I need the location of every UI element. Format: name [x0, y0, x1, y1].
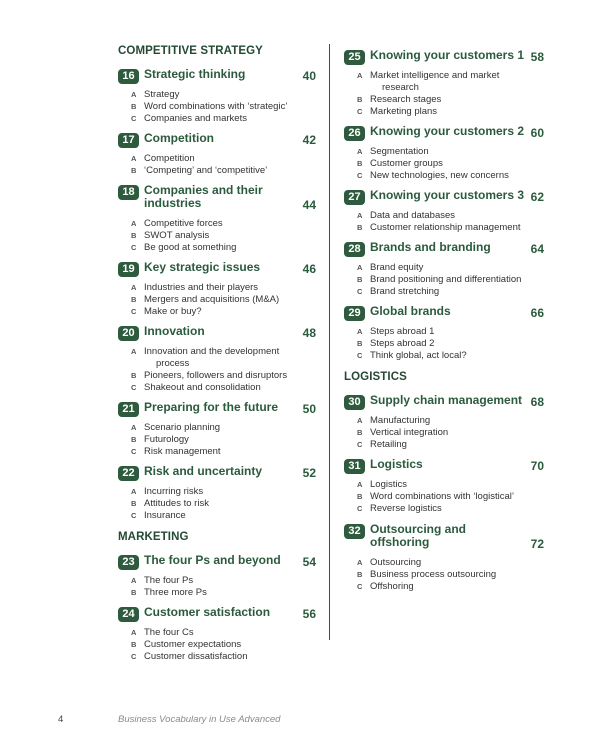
unit-subtopics	[118, 627, 316, 663]
unit-page-number: 62	[530, 190, 544, 204]
subtopic-text: Companies and markets	[144, 113, 247, 124]
subtopic-letter: B	[131, 371, 137, 380]
subtopic-text: Word combinations with ‘strategic’	[144, 101, 288, 112]
subtopic-letter: A	[131, 576, 137, 585]
unit-title: Knowing your customers 3	[370, 188, 525, 202]
unit-number-badge: 26	[344, 126, 365, 141]
unit-entry[interactable]	[118, 402, 316, 458]
subtopic-letter: C	[131, 307, 137, 316]
unit-number-badge: 28	[344, 242, 365, 257]
subtopic-text: Shakeout and consolidation	[144, 382, 261, 393]
subtopic-letter: C	[131, 383, 137, 392]
subtopic-item	[344, 286, 544, 298]
section-heading-logistics: LOGISTICS	[344, 371, 407, 383]
section-heading-marketing: MARKETING	[118, 531, 189, 543]
subtopic-letter: B	[131, 102, 137, 111]
subtopic-text: Segmentation	[370, 146, 429, 157]
unit-entry[interactable]	[118, 133, 316, 177]
subtopic-text: Innovation and the development	[144, 346, 280, 357]
subtopic-text: Brand stretching	[370, 286, 440, 297]
unit-page-number: 42	[302, 133, 316, 147]
unit-title: Preparing for the future	[144, 400, 279, 414]
subtopic-item	[344, 439, 544, 451]
unit-number-badge: 18	[118, 185, 139, 200]
subtopic-letter: C	[357, 171, 363, 180]
subtopic-text: Think global, act local?	[370, 350, 467, 361]
unit-title: Knowing your customers 1	[370, 48, 525, 62]
subtopic-item	[344, 557, 544, 569]
subtopic-item	[118, 639, 316, 651]
subtopic-letter: B	[131, 295, 137, 304]
subtopic-letter: A	[357, 558, 363, 567]
unit-header	[344, 50, 544, 66]
unit-subtopics	[118, 422, 316, 458]
unit-page-number: 52	[302, 466, 316, 480]
subtopic-item	[118, 498, 316, 510]
subtopic-text: Vertical integration	[370, 427, 449, 438]
subtopic-item	[118, 306, 316, 318]
unit-header	[118, 555, 316, 571]
subtopic-text: Futurology	[144, 434, 189, 445]
subtopic-item	[344, 222, 544, 234]
subtopic-letter: C	[131, 447, 137, 456]
unit-header	[118, 133, 316, 149]
subtopic-item	[118, 370, 316, 382]
subtopic-letter: C	[131, 511, 137, 520]
unit-subtopics	[118, 153, 316, 177]
unit-subtopics	[344, 479, 544, 515]
subtopic-letter: A	[131, 423, 137, 432]
subtopic-text: Brand equity	[370, 262, 424, 273]
unit-subtopics	[344, 70, 544, 118]
subtopic-letter: C	[357, 504, 363, 513]
subtopic-letter: B	[131, 588, 137, 597]
section-heading-competitive-strategy: COMPETITIVE STRATEGY	[118, 45, 263, 57]
subtopic-letter: A	[357, 416, 363, 425]
subtopic-text: Marketing plans	[370, 106, 438, 117]
subtopic-item	[118, 434, 316, 446]
subtopic-text: Customer expectations	[144, 639, 242, 650]
subtopic-item	[344, 569, 544, 581]
subtopic-text: Data and databases	[370, 210, 456, 221]
unit-entry[interactable]	[118, 607, 316, 663]
subtopic-text: Risk management	[144, 446, 221, 457]
subtopic-text: Research stages	[370, 94, 442, 105]
subtopic-text-continued: research	[382, 82, 419, 93]
subtopic-text: Incurring risks	[144, 486, 204, 497]
subtopic-text: Customer groups	[370, 158, 443, 169]
subtopic-letter: A	[357, 263, 363, 272]
unit-title: Supply chain management	[370, 393, 523, 407]
footer-page-number: 4	[58, 714, 64, 725]
subtopic-letter: A	[131, 283, 137, 292]
subtopic-text: Manufacturing	[370, 415, 431, 426]
unit-number-badge: 21	[118, 402, 139, 417]
subtopic-letter: B	[357, 428, 363, 437]
unit-title: Brands and branding	[370, 240, 491, 254]
subtopic-item	[118, 587, 316, 599]
unit-title: Risk and uncertainty	[144, 464, 263, 478]
subtopic-item	[344, 210, 544, 222]
subtopic-text: Logistics	[370, 479, 407, 490]
subtopic-text: Mergers and acquisitions (M&A)	[144, 294, 280, 305]
unit-title: Logistics	[370, 457, 423, 471]
unit-title: Strategic thinking	[144, 67, 246, 81]
subtopic-item	[344, 338, 544, 350]
unit-page-number: 64	[530, 242, 544, 256]
unit-header	[344, 459, 544, 475]
unit-entry[interactable]	[344, 190, 544, 234]
subtopic-item	[344, 503, 544, 515]
unit-entry[interactable]	[344, 50, 544, 118]
unit-header	[344, 242, 544, 258]
unit-entry[interactable]	[118, 262, 316, 318]
subtopic-text: Scenario planning	[144, 422, 221, 433]
unit-header	[118, 326, 316, 342]
subtopic-letter: B	[357, 95, 363, 104]
subtopic-text: Attitudes to risk	[144, 498, 209, 509]
subtopic-item	[344, 415, 544, 427]
subtopic-item	[344, 350, 544, 362]
unit-entry[interactable]	[118, 69, 316, 125]
unit-page-number: 72	[530, 537, 544, 551]
unit-number-badge: 25	[344, 50, 365, 65]
subtopic-letter: A	[357, 327, 363, 336]
subtopic-letter: A	[357, 71, 363, 80]
subtopic-item	[118, 282, 316, 294]
unit-header	[344, 395, 544, 411]
subtopic-letter: C	[357, 582, 363, 591]
subtopic-text-continued: process	[156, 358, 190, 369]
unit-page-number: 68	[530, 395, 544, 409]
subtopic-text: Business process outsourcing	[370, 569, 497, 580]
subtopic-text: SWOT analysis	[144, 230, 210, 241]
subtopic-item	[118, 446, 316, 458]
unit-entry[interactable]	[344, 242, 544, 298]
subtopic-letter: B	[131, 640, 137, 649]
unit-page-number: 40	[302, 69, 316, 83]
subtopic-text: Steps abroad 2	[370, 338, 435, 349]
unit-header	[118, 262, 316, 278]
unit-subtopics	[118, 218, 316, 254]
unit-subtopics	[118, 575, 316, 599]
subtopic-text: Competitive forces	[144, 218, 223, 229]
subtopic-item	[118, 230, 316, 242]
subtopic-letter: C	[131, 652, 137, 661]
subtopic-letter: A	[131, 347, 137, 356]
unit-number-badge: 32	[344, 524, 365, 539]
subtopic-item	[344, 491, 544, 503]
unit-subtopics	[118, 89, 316, 125]
subtopic-item	[118, 218, 316, 230]
subtopic-letter: B	[131, 435, 137, 444]
subtopic-item	[344, 170, 544, 182]
subtopic-item	[118, 510, 316, 522]
subtopic-letter: A	[357, 480, 363, 489]
subtopic-text: Three more Ps	[144, 587, 207, 598]
subtopic-item	[118, 165, 316, 177]
unit-page-number: 46	[302, 262, 316, 276]
unit-page-number: 70	[530, 459, 544, 473]
unit-title: Knowing your customers 2	[370, 124, 525, 138]
subtopic-letter: B	[357, 570, 363, 579]
unit-number-badge: 22	[118, 466, 139, 481]
unit-header	[118, 69, 316, 85]
unit-subtopics	[344, 557, 544, 593]
unit-page-number: 48	[302, 326, 316, 340]
subtopic-text: Outsourcing	[370, 557, 422, 568]
unit-page-number: 66	[530, 306, 544, 320]
unit-entry[interactable]	[118, 326, 316, 394]
subtopic-text: Pioneers, followers and disruptors	[144, 370, 288, 381]
subtopic-text: New technologies, new concerns	[370, 170, 509, 181]
unit-entry[interactable]	[118, 555, 316, 599]
subtopic-item	[118, 651, 316, 663]
unit-number-badge: 16	[118, 69, 139, 84]
subtopic-text: Retailing	[370, 439, 407, 450]
subtopic-letter: C	[357, 287, 363, 296]
subtopic-letter: C	[357, 107, 363, 116]
unit-number-badge: 29	[344, 306, 365, 321]
unit-number-badge: 27	[344, 190, 365, 205]
subtopic-letter: B	[357, 159, 363, 168]
unit-number-badge: 23	[118, 555, 139, 570]
unit-subtopics	[118, 282, 316, 318]
subtopic-item	[344, 326, 544, 338]
unit-subtopics	[118, 346, 316, 394]
subtopic-text: Brand positioning and differentiation	[370, 274, 522, 285]
subtopic-item	[118, 346, 316, 358]
unit-subtopics	[118, 486, 316, 522]
unit-title: Outsourcing and offshoring	[370, 522, 466, 549]
subtopic-text: Steps abroad 1	[370, 326, 435, 337]
unit-subtopics	[344, 415, 544, 451]
unit-number-badge: 24	[118, 607, 139, 622]
unit-title: Customer satisfaction	[144, 605, 271, 619]
subtopic-letter: A	[357, 211, 363, 220]
subtopic-letter: A	[131, 90, 137, 99]
subtopic-item	[344, 479, 544, 491]
subtopic-item	[118, 113, 316, 125]
unit-entry[interactable]	[344, 524, 544, 593]
subtopic-item	[118, 422, 316, 434]
subtopic-letter: B	[357, 339, 363, 348]
unit-page-number: 44	[302, 198, 316, 212]
subtopic-item	[344, 106, 544, 118]
subtopic-text: Reverse logistics	[370, 503, 442, 514]
unit-header	[344, 306, 544, 322]
unit-number-badge: 17	[118, 133, 139, 148]
subtopic-text: Competition	[144, 153, 195, 164]
unit-page-number: 56	[302, 607, 316, 621]
subtopic-item	[344, 70, 544, 82]
unit-entry[interactable]	[344, 459, 544, 515]
subtopic-item	[344, 94, 544, 106]
unit-page-number: 58	[530, 50, 544, 64]
subtopic-text: Customer relationship management	[370, 222, 521, 233]
subtopic-letter: B	[131, 499, 137, 508]
unit-header	[118, 466, 316, 482]
unit-subtopics	[344, 146, 544, 182]
unit-subtopics	[344, 262, 544, 298]
subtopic-letter: B	[357, 223, 363, 232]
subtopic-item	[344, 262, 544, 274]
unit-title: Innovation	[144, 324, 205, 338]
unit-entry[interactable]	[344, 395, 544, 451]
subtopic-letter: A	[131, 219, 137, 228]
subtopic-item	[344, 427, 544, 439]
unit-subtopics	[344, 210, 544, 234]
subtopic-item	[118, 101, 316, 113]
unit-entry[interactable]	[118, 466, 316, 522]
unit-page-number: 60	[530, 126, 544, 140]
subtopic-item	[118, 382, 316, 394]
unit-entry[interactable]	[344, 306, 544, 362]
unit-header	[344, 524, 544, 553]
subtopic-text: Offshoring	[370, 581, 414, 592]
subtopic-item	[344, 158, 544, 170]
subtopic-letter: A	[131, 154, 137, 163]
subtopic-letter: C	[131, 243, 137, 252]
subtopic-text: Market intelligence and market	[370, 70, 500, 81]
subtopic-item	[118, 294, 316, 306]
unit-title: Key strategic issues	[144, 260, 261, 274]
unit-number-badge: 31	[344, 459, 365, 474]
subtopic-text: The four Cs	[144, 627, 194, 638]
unit-title: Competition	[144, 131, 214, 145]
subtopic-text: Word combinations with ‘logistical’	[370, 491, 514, 502]
unit-title: The four Ps and beyond	[144, 553, 281, 567]
unit-title: Global brands	[370, 304, 451, 318]
unit-subtopics	[344, 326, 544, 362]
subtopic-text: Make or buy?	[144, 306, 202, 317]
unit-title: Companies and their industries	[144, 183, 263, 210]
unit-page-number: 54	[302, 555, 316, 569]
footer-book-title: Business Vocabulary in Use Advanced	[118, 714, 281, 725]
unit-header	[344, 126, 544, 142]
subtopic-letter: B	[357, 492, 363, 501]
subtopic-text: Insurance	[144, 510, 186, 521]
unit-header	[118, 607, 316, 623]
subtopic-text: Strategy	[144, 89, 180, 100]
subtopic-text: ‘Competing’ and ‘competitive’	[144, 165, 268, 176]
unit-header	[118, 185, 316, 214]
subtopic-text: The four Ps	[144, 575, 194, 586]
subtopic-item	[118, 486, 316, 498]
subtopic-item	[118, 242, 316, 254]
unit-header	[118, 402, 316, 418]
subtopic-item	[118, 89, 316, 101]
subtopic-letter: B	[357, 275, 363, 284]
subtopic-text: Customer dissatisfaction	[144, 651, 248, 662]
subtopic-text: Be good at something	[144, 242, 237, 253]
subtopic-letter: A	[357, 147, 363, 156]
subtopic-item	[344, 274, 544, 286]
unit-page-number: 50	[302, 402, 316, 416]
subtopic-item	[118, 153, 316, 165]
subtopic-letter: C	[357, 440, 363, 449]
unit-entry[interactable]	[344, 126, 544, 182]
subtopic-letter: A	[131, 487, 137, 496]
column-divider	[329, 44, 330, 640]
unit-number-badge: 30	[344, 395, 365, 410]
subtopic-letter: A	[131, 628, 137, 637]
unit-number-badge: 20	[118, 326, 139, 341]
subtopic-letter: B	[131, 166, 137, 175]
subtopic-item	[344, 581, 544, 593]
subtopic-letter: C	[357, 351, 363, 360]
subtopic-letter: B	[131, 231, 137, 240]
unit-entry[interactable]	[118, 185, 316, 254]
subtopic-text: Industries and their players	[144, 282, 259, 293]
unit-header	[344, 190, 544, 206]
subtopic-item	[344, 146, 544, 158]
subtopic-item	[118, 627, 316, 639]
unit-number-badge: 19	[118, 262, 139, 277]
subtopic-letter: C	[131, 114, 137, 123]
subtopic-item	[118, 575, 316, 587]
